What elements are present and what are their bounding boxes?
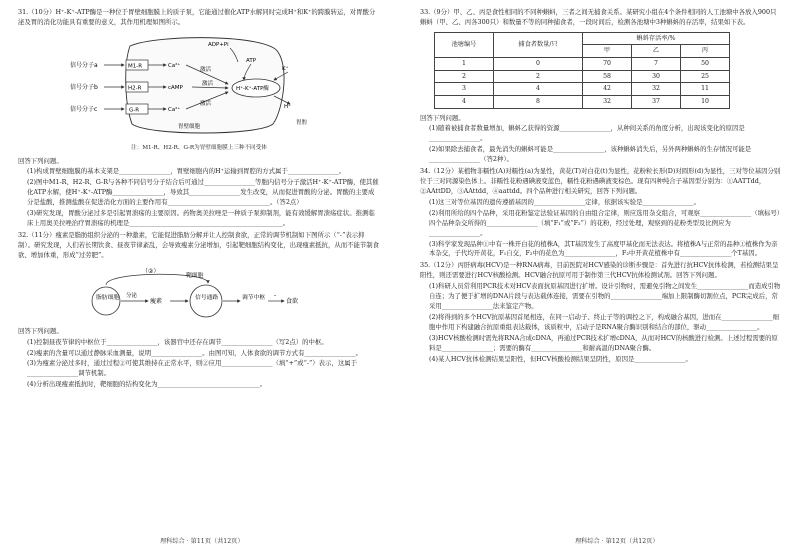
q34-3: (3)科学家发现品种①中有一株开白花的植株A，其T基因发生了高度甲基化而无法表达。将植株A与正常的品种①植株作为亲本杂交，子代均开黄花，F₁自交，F₂中的花色为________________，F₂中开黄花植株中有________________个T基因。 [429, 239, 778, 258]
fat-label: 脂肪细胞 [96, 294, 120, 301]
q31-2: (2)图中M1-R、H2-R、G-R与各种不同信号分子结合后可通过________________等胞内信号分子激活H⁺-K⁺-ATP酶，使其催化ATP水解，使H⁺-K⁺-ATP酶________________，导致其________________发生改变，从而促进胃酸的分泌。胃酸的主要成分是盐酸，推测盐酸在促进消化方面的主要作用有________________________________。（答2点） [27, 178, 379, 207]
q34-2: (2)利用所给的四个品种，采用花粉鉴定法验证基因的自由组合定律，则应选用杂交组合，可观察________________（填标号）四个品种杂交所得的________________（填“F₁”或“F₂”）的花粉，经过处理，观察到的花粉类型及比例应为________________。 [429, 208, 780, 237]
q33-intro: 33.（9分）甲、乙、丙是食性相同的不同种蝌蚪，三者之间无捕食关系。某研究小组在4个条件相同的人工池塘中各放入900只蝌蚪（甲、乙、丙各300只）和数量不等的同种捕食者，一段时间后，检测各池塘中3种蝌蚪的存活率，结果如下表。 [420, 8, 777, 26]
th-c: 丙 [681, 45, 730, 58]
q35-3: (3)HCV核酸检测时需先将RNA合成cDNA，再通过PCR技术扩增cDNA，从而对HCV的核酸进行检测。上述过程需要的原料是________________；需要的酶有________________和耐高温的DNA聚合酶。 [429, 333, 778, 352]
q32-3: (3)为瘦素分泌过多时，通过过程②可使其维持在正常水平，则②应用________________（填“+”或“-”）表示，这属于________________调节机制。 [27, 359, 357, 378]
figure-proton-pump [68, 32, 328, 142]
q32-intro: 32.（11分）瘦素是脂肪组织分泌的一种激素，它能促进脂肪分解并让人控制食欲，正常的调节机制如下图所示（“-”表示抑制）。研究发现，人们若长期饮食、昼夜节律紊乱，会导致瘦素分泌增加，引起靶细胞结构变化，出现瘦素抵抗，从而不能节制食欲、增加体重，形成“过劳肥”。 [18, 230, 380, 259]
table-row: 4 8 32 37 10 [435, 95, 730, 108]
figure-caption: 注：M1-R、H2-R、G-R为胃壁细胞膜上三种不同受体 [131, 144, 267, 151]
target-cell [190, 285, 222, 317]
q33-2: (2)如果除去捕食者，最先消失的蝌蚪可能是________________，该种蝌蚪消失后，另外两种蝌蚪的生存情况可能是________________（答2种）。 [429, 145, 752, 164]
minus-label: - [274, 291, 277, 299]
table-row: 3 4 42 32 11 [435, 83, 730, 96]
secrete-label: 分泌 [126, 292, 138, 299]
q32-4: (4)分析出现瘦素抵抗时，靶细胞的结构变化为________________________________。 [27, 380, 267, 389]
th-predator: 捕食者数量/只 [494, 32, 583, 57]
activate-2: 激活 [202, 80, 214, 87]
q32-1: (1)控制昼夜节律的中枢位于________________，该器官中还存在调节________________（写2点）的中枢。 [27, 337, 328, 346]
q35-2: (2)将得到的多个HCV抗原基因首尾相连，在同一启动子、终止子等的调控之下，构成融合基因，进而在________________细胞中作用下构建融合抗原重组表达载体，该质粒中，启动子是RNA聚合酶识别和结合的部位，驱动________________。 [429, 313, 780, 331]
footer-left: 理科综合 · 第11页（共12页） [160, 538, 244, 545]
table-row: 1 0 70 7 50 [435, 58, 730, 71]
q35-intro: 35.（12分）丙肝病毒(HCV)是一种RNA病毒，目前医院对HCV感染的诊断步骤是：首先进行抗HCV抗体检测，若检测结果呈阳性，则还需要进行HCV核酸检测。HCV融合抗原可用于制作第三代HCV抗体检测试剂。回答下列问题。 [420, 261, 779, 280]
signal-label: 信号通路 [195, 294, 219, 301]
q32-2: (2)瘦素的含量可以通过静脉采血测量，说明________________。由图可知，人体食欲的调节方式有________________。 [27, 348, 362, 357]
q35-4: (4)某人HCV抗体检测结果呈阳性，但HCV核酸检测结果呈阴性，原因是________________。 [429, 354, 692, 363]
signal-a: 信号分子a [70, 61, 98, 69]
pump-label: H⁺-K⁺-ATP酶 [236, 85, 269, 92]
th-pond: 池塘编号 [435, 32, 494, 57]
q34-1: (1)这三对等位基因的遗传遵循基因的________________定律，依据该实验是________________。 [429, 197, 701, 206]
atp-label: ATP [246, 57, 257, 64]
q34-intro: 34.（12分）某植物非糯性(A)对糯性(a)为显性，黄花(T)对白花(t)为显性，花粉粒长形(D)对圆形(d)为显性，三对等位基因分别位于三对同源染色体上。非糯性花粉遇碘液变蓝色，糯性花粉遇碘液变棕色。现有四种纯合子基因型分别为：①AATTdd，②AAttDD，③AAttdd，④aattdd。四个品种进行相关研究，回答下列问题。 [420, 167, 781, 195]
cell-label: 胃壁细胞 [178, 123, 201, 130]
h-label: H⁺ [284, 103, 292, 110]
target-label: 靶细胞 [186, 272, 204, 279]
signal-b: 信号分子b [70, 83, 98, 91]
activate-1: 激活 [200, 66, 212, 73]
adp-label: ADP+Pi [208, 41, 229, 48]
figure-leptin [78, 265, 338, 323]
r1-label: M1-R [128, 63, 143, 70]
food-label: 食欲 [286, 297, 299, 305]
leptin-diagram [78, 265, 338, 323]
q31-3: (3)研究发现，胃酸分泌过多是引起胃溃疡的主要原因。药物奥美拉唑是一种质子泵抑制剂，能有效缓解胃溃疡症状。推测临床上用奥美拉唑治疗胃溃疡的机理是________________________________________________。 [27, 209, 375, 228]
loop-label: （②） [142, 267, 160, 275]
r3-label: G-R [129, 107, 140, 114]
th-b: 乙 [632, 45, 681, 58]
fat-cell [92, 287, 120, 315]
right-column [420, 8, 782, 366]
k-label: K⁺ [282, 65, 289, 72]
ca-label-2: Ca²⁺ [168, 106, 181, 113]
th-survival: 蝌蚪存活率/% [583, 32, 730, 45]
lumen-label: 胃腔 [296, 119, 308, 126]
q33-1: (1)随着被捕食者数量增加，蝌蚪乙获得的资源________________，从种间关系的角度分析，出现该变化的原因是________________。 [429, 124, 745, 143]
left-column [18, 8, 380, 391]
q35-1: (1)科研人员常利用PCR技术对HCV表面抗原基因进行扩增。设计引物时，需避免引物之间发生________________而造成引物自连；为了便于扩增的DNA片段与表达载体连接，需要在引物的________________端加上限制酶切割位点，PCR完成后，常采用________________法来鉴定产物。 [429, 282, 781, 311]
q31-1: (1)构成胃壁细胞膜的基本支架是________________，胃壁细胞内的H⁺运输到胃腔的方式属于________________。 [27, 167, 346, 176]
ca-label-1: Ca²⁺ [168, 62, 181, 69]
activate-3: 激活 [200, 100, 212, 107]
signal-c: 信号分子c [70, 105, 98, 113]
q33-prompt: 回答下列问题。 [420, 113, 465, 122]
survival-table [434, 32, 730, 109]
leptin-label: 瘦素 [150, 297, 163, 305]
r2-label: H2-R [128, 85, 142, 92]
center-label: 调节中枢 [242, 294, 266, 301]
th-a: 甲 [583, 45, 632, 58]
q31-intro: 31.（10分）H⁺-K⁺-ATP酶是一种位于胃壁细胞膜上的质子泵，它能通过催化ATP水解同时完成H⁺和K⁺的跨膜转运，对胃酸分泌及胃的消化功能具有重要的意义，其作用机理如图所示。 [18, 8, 376, 26]
table-row: 2 2 58 30 25 [435, 70, 730, 83]
proton-pump-diagram [68, 32, 328, 142]
q31-prompt: 回答下列问题。 [18, 156, 63, 165]
footer-right: 理科综合 · 第12页（共12页） [575, 538, 659, 545]
q32-prompt: 回答下列问题。 [18, 326, 63, 335]
camp-label: cAMP [168, 84, 183, 91]
